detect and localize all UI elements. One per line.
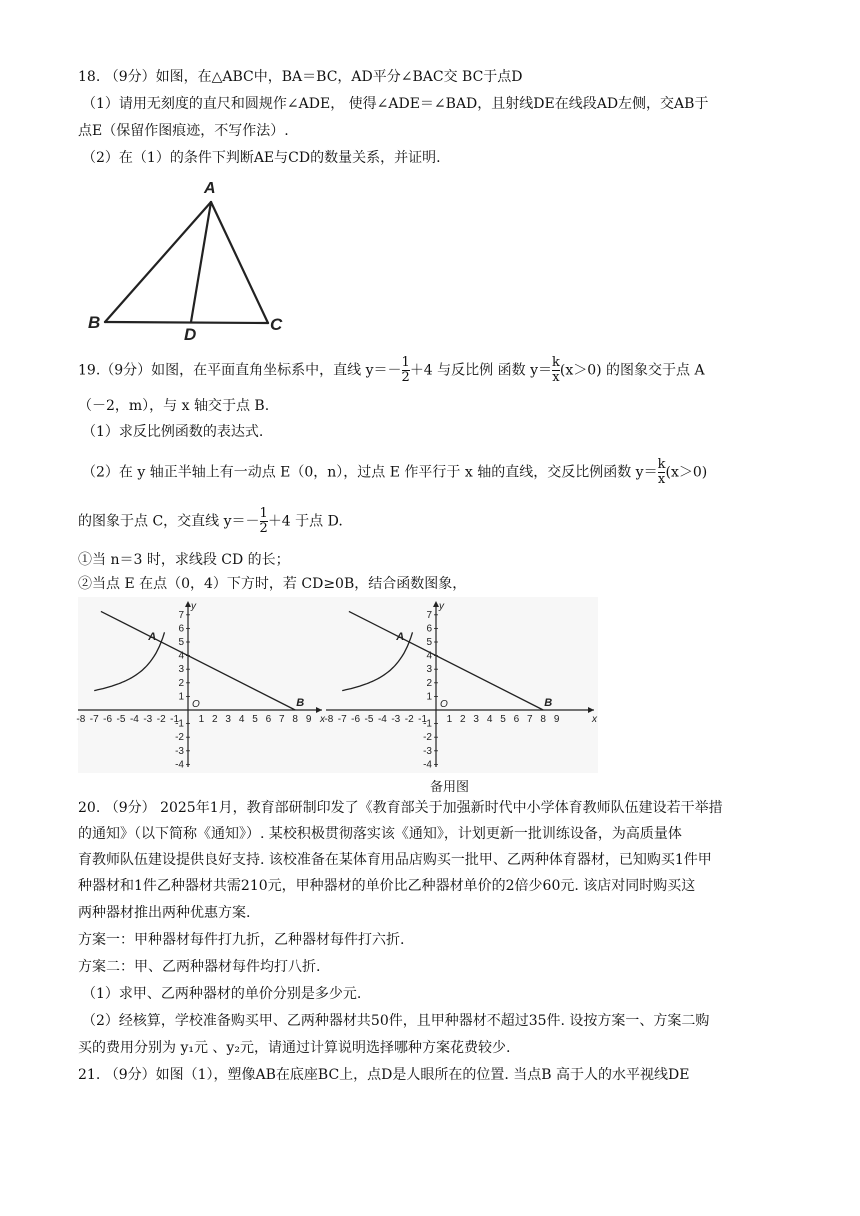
y-axis-label: y [439, 601, 444, 612]
y-tick-label: -2 [175, 732, 184, 744]
x-tick-label: 1 [446, 714, 453, 725]
label-c: C [270, 315, 283, 334]
y-tick-label: 1 [426, 691, 432, 703]
q20-line4: 种器材和1件乙种器材共需210元，甲种器材的单价比乙种器材单价的2倍少60元. 该店对同时购买这 [78, 878, 696, 894]
x-axis-label: x [592, 714, 597, 725]
frac-num: k [551, 355, 560, 370]
q19-text-a: 19.（9分）如图，在平面直角坐标系中，直线 y＝－ [78, 362, 402, 379]
q19-part2-text: （2）在 y 轴正半轴上有一动点 E（0，n），过点 E 作平行于 x 轴的直线，交反比例函数 y＝ [82, 464, 658, 481]
x-tick-label: 4 [238, 714, 245, 725]
y-tick-label: -3 [175, 745, 184, 757]
y-tick-label: 3 [426, 664, 432, 676]
y-tick-label: -1 [423, 718, 432, 730]
point-b-label: B [296, 697, 305, 709]
x-tick-label: 6 [513, 714, 520, 725]
x-tick-label: -5 [364, 714, 374, 725]
y-tick-label: 6 [178, 623, 184, 635]
q20-part2: （2）经核算，学校准备购买甲、乙两种器材共50件，且甲种器材不超过35件. 设按方案一、方案二购 [82, 1013, 710, 1029]
fraction-half-2 [260, 507, 268, 536]
q19-line2: （－2，m），与 x 轴交于点 B. [78, 398, 270, 414]
x-tick-label: -2 [156, 714, 166, 725]
q19-sub2: ②当点 E 在点（0，4）下方时，若 CD≥0B，结合函数图象， [78, 576, 467, 592]
q18-title: 18. （9分）如图，在△ABC中，BA＝BC，AD平分∠BAC交 BC于点D [78, 69, 523, 85]
x-tick-label: 6 [265, 714, 272, 725]
graph-caption: 备用图 [430, 780, 470, 795]
q19-title [78, 356, 705, 385]
side-ac [211, 202, 268, 323]
x-tick-label: -2 [404, 714, 414, 725]
origin-label: O [440, 699, 448, 710]
origin-label: O [192, 699, 200, 710]
x-tick-label: 9 [305, 714, 312, 725]
x-tick-label: 4 [486, 714, 493, 725]
fraction-k-x [552, 356, 560, 385]
x-tick-label: -4 [377, 714, 387, 725]
frac-num: 1 [259, 506, 268, 521]
y-tick-label: 7 [426, 609, 432, 621]
graph-background [326, 597, 598, 773]
coordinate-graph-2 [326, 597, 598, 773]
y-tick-label: 1 [178, 691, 184, 703]
x-tick-label: -8 [76, 714, 86, 725]
x-tick-label: 5 [500, 714, 506, 725]
q20-title: 20. （9分） 2025年1月，教育部研制印发了《教育部关于加强新时代中小学体育教师队伍建设若干举措 [78, 800, 723, 816]
y-tick-label: -4 [423, 759, 432, 771]
q20-part1: （1）求甲、乙两种器材的单价分别是多少元. [82, 986, 362, 1002]
x-tick-label: 3 [473, 714, 479, 725]
frac-den: 2 [259, 521, 268, 536]
x-tick-label: -4 [129, 714, 139, 725]
q18-part2: （2）在（1）的条件下判断AE与CD的数量关系，并证明. [82, 150, 441, 166]
q19-text-b: ＋4 与反比例 函数 y＝ [409, 362, 552, 379]
q19-line5-a: 的图象于点 C，交直线 y＝－ [78, 513, 260, 530]
q20-line5: 两种器材推出两种优惠方案. [78, 905, 251, 921]
y-tick-label: 2 [426, 677, 432, 689]
y-tick-label: 6 [426, 623, 432, 635]
frac-den: x [552, 370, 560, 385]
x-tick-label: 9 [553, 714, 560, 725]
x-tick-label: -5 [116, 714, 126, 725]
q20-line3: 育教师队伍建设提供良好支持. 该校准备在某体育用品店购买一批甲、乙两种体育器材，已知购买1件甲 [78, 852, 712, 868]
coordinate-graph-1 [78, 597, 326, 773]
label-a: A [204, 180, 216, 197]
q19-line5-b: ＋4 于点 D. [267, 513, 343, 530]
x-tick-label: -1 [170, 714, 180, 725]
label-d: D [184, 325, 197, 344]
q20-plan2: 方案二：甲、乙两种器材每件均打八折. [78, 959, 321, 975]
x-tick-label: 8 [292, 714, 298, 725]
q19-part1: （1）求反比例函数的表达式. [82, 424, 264, 440]
q19-sub1: ①当 n＝3 时，求线段 CD 的长； [78, 552, 290, 568]
x-tick-label: -7 [337, 714, 347, 725]
x-tick-label: 2 [212, 714, 218, 725]
q18-part1: （1）请用无刻度的直尺和圆规作∠ADE， 使得∠ADE＝∠BAD，且射线DE在线段AD左侧，交AB于 [82, 96, 709, 112]
q21-title: 21. （9分）如图（1），塑像AB在底座BC上，点D是人眼所在的位置. 当点B 高于人的水平视线DE [78, 1067, 690, 1083]
x-tick-label: -1 [418, 714, 428, 725]
y-tick-label: 5 [178, 637, 184, 648]
y-tick-label: 3 [178, 664, 184, 676]
x-tick-label: -6 [103, 714, 113, 725]
x-axis-label: x [320, 714, 325, 725]
x-tick-label: 8 [540, 714, 546, 725]
y-tick-label: -1 [175, 718, 184, 730]
y-tick-label: -2 [423, 732, 432, 744]
q19-part2-domain: (x＞0) [665, 464, 708, 481]
point-b-label: B [544, 697, 553, 709]
x-tick-label: 7 [279, 714, 285, 725]
x-tick-label: 1 [198, 714, 205, 725]
q19-part2 [82, 458, 707, 487]
frac-den: x [657, 472, 666, 487]
y-tick-label: 4 [178, 650, 184, 662]
point-a-label: A [148, 631, 157, 643]
y-tick-label: 2 [178, 677, 184, 689]
y-tick-label: 5 [426, 637, 432, 648]
x-tick-label: -8 [324, 714, 334, 725]
x-tick-label: 2 [460, 714, 466, 725]
y-tick-label: -3 [423, 745, 432, 757]
fraction-half [402, 356, 410, 385]
x-tick-label: 5 [252, 714, 258, 725]
q18-part1-cont: 点E（保留作图痕迹，不写作法）. [78, 123, 289, 139]
y-tick-label: 7 [178, 609, 184, 621]
side-bc [105, 322, 268, 323]
x-tick-label: -6 [351, 714, 361, 725]
label-b: B [88, 313, 101, 332]
y-axis-label: y [191, 601, 196, 612]
x-tick-label: -7 [89, 714, 99, 725]
frac-den: 2 [401, 370, 410, 385]
frac-num: k [657, 457, 666, 472]
x-tick-label: 3 [225, 714, 231, 725]
q20-line2: 的通知》（以下简称《通知》）. 某校积极贯彻落实该《通知》，计划更新一批训练设备，为高质量体 [78, 826, 682, 842]
q20-plan1: 方案一：甲种器材每件打九折，乙种器材每件打六折. [78, 932, 405, 948]
x-tick-label: -3 [143, 714, 153, 725]
q19-line5 [78, 507, 343, 536]
frac-num: 1 [401, 355, 410, 370]
q20-part2-cont: 买的费用分别为 y₁元 、y₂元，请通过计算说明选择哪种方案花费较少. [78, 1040, 511, 1056]
x-tick-label: 7 [527, 714, 533, 725]
point-a-label: A [396, 631, 405, 643]
y-tick-label: 4 [426, 650, 432, 662]
q19-text-c: (x＞0) 的图象交于点 A [559, 362, 705, 379]
triangle-figure [78, 176, 288, 342]
x-tick-label: -3 [391, 714, 401, 725]
y-tick-label: -4 [175, 759, 184, 771]
